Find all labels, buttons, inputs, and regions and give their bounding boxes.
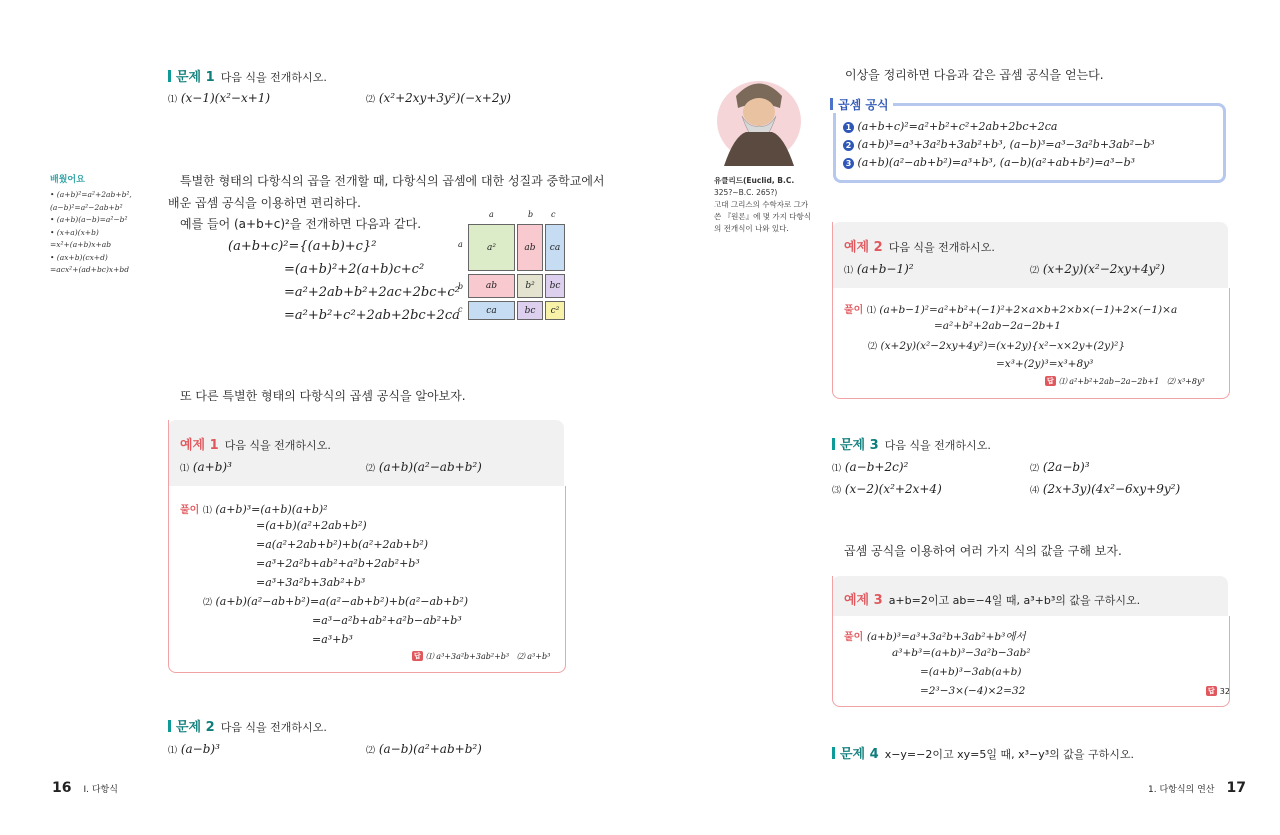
grid-cell: ab — [468, 274, 515, 298]
learned-line: • (x+a)(x+b) — [50, 227, 99, 237]
problem-2-label: 문제 2 — [176, 720, 215, 735]
problem-4-header — [832, 743, 1134, 762]
euclid-years: 325?~B.C. 265?) — [714, 188, 778, 197]
problem-1-label: 문제 1 — [176, 70, 215, 85]
section-bar — [168, 720, 171, 732]
learned-line: • (a+b)²=a²+2ab+b², — [50, 190, 132, 199]
solution-line: =x³+(2y)³=x³+8y³ — [996, 358, 1094, 370]
problem-3-item-3: ⑶ (x−2)(x²+2x+4) — [832, 482, 942, 496]
example-2-instruction: 다음 식을 전개하시오. — [888, 241, 995, 254]
example-2-left-border — [832, 222, 833, 288]
page-number: 16 — [52, 780, 72, 796]
problem-3-item-1: ⑴ (a−b+2c)² — [832, 460, 909, 474]
expansion-step-1: (a+b+c)²={(a+b)+c}² — [228, 239, 377, 254]
solution-label: 풀이 — [180, 505, 200, 516]
expansion-step-4: =a²+b²+c²+2ab+2bc+2ca — [284, 308, 460, 323]
problem-2-item-2: ⑵ (a−b)(a²+ab+b²) — [366, 742, 482, 756]
problem-1-item-2: ⑵ (x²+2xy+3y²)(−x+2y) — [366, 91, 511, 105]
solution-label: 풀이 — [844, 632, 864, 643]
problem-1-header — [168, 66, 327, 85]
answer-mark: 답 — [1047, 377, 1054, 385]
grid-cell: b² — [517, 274, 543, 298]
learned-title: 배웠어요 — [50, 175, 85, 185]
solution-label: 풀이 — [844, 305, 864, 316]
answer-mark: 답 — [1208, 687, 1215, 695]
example-2-item-2: ⑵ (x+2y)(x²−2xy+4y²) — [1030, 262, 1165, 276]
grid-cell: c² — [545, 301, 565, 320]
grid-top-label: a — [489, 210, 494, 219]
expansion-step-3: =a²+2ab+b²+2ac+2bc+c² — [284, 285, 460, 300]
left-footer — [52, 780, 118, 796]
solution-line: =a³+b³ — [312, 633, 353, 646]
section-bar — [168, 70, 171, 82]
grid-cell: ab — [517, 224, 543, 271]
euclid-portrait — [714, 66, 804, 166]
example-1-item-2: ⑵ (a+b)(a²−ab+b²) — [366, 460, 482, 474]
chapter-label: Ⅰ. 다항식 — [83, 785, 118, 795]
problem-1-item-1: ⑴ (x−1)(x²−x+1) — [168, 91, 271, 105]
example-1-solution: 풀이 ⑴ (a+b)³=(a+b)(a+b)² — [180, 503, 328, 516]
problem-3-label: 문제 3 — [840, 438, 879, 453]
problem-3-item-2: ⑵ (2a−b)³ — [1030, 460, 1090, 474]
area-grid — [455, 210, 567, 322]
solution-line: =2³−3×(−4)×2=32 — [920, 685, 1026, 697]
grid-side-label: a — [458, 240, 463, 249]
intro-line-2: 배운 곱셈 공식을 이용하면 편리하다. — [168, 196, 361, 210]
example-3-answer: 답 32 — [1208, 687, 1230, 696]
formula-number: 1 — [843, 122, 854, 133]
section-bar — [832, 438, 835, 450]
example-2-answers: 답 ⑴ a²+b²+2ab−2a−2b+1 ⑵ x³+8y³ — [1047, 377, 1205, 386]
intro-line-1: 특별한 형태의 다항식의 곱을 전개할 때, 다항식의 곱셈에 대한 성질과 중학교에서 — [180, 174, 605, 188]
example-3-solution — [844, 628, 1026, 644]
problem-2-header — [168, 716, 327, 735]
solution-line: (a+b)(a²−ab+b²)=a(a²−ab+b²)+b(a²−ab+b²) — [215, 595, 469, 608]
solution-line: =(a+b)(a²+2ab+b²) — [256, 519, 367, 532]
grid-side-label: c — [458, 305, 463, 314]
example-1-answers: 답 ⑴ a³+3a²b+3ab²+b³ ⑵ a³+b³ — [414, 652, 551, 661]
problem-2-item-1: ⑴ (a−b)³ — [168, 742, 220, 756]
example-3-instruction: a+b=2이고 ab=−4일 때, a³+b³의 값을 구하시오. — [888, 594, 1141, 607]
formula-3: 3 (a+b)(a²−ab+b²)=a³+b³, (a−b)(a²+ab+b²)=a³−b³ — [843, 156, 1135, 169]
example-1-header — [180, 434, 331, 453]
formula-number: 2 — [843, 140, 854, 151]
intro-line-3: 예를 들어 (a+b+c)²을 전개하면 다음과 같다. — [180, 217, 422, 231]
formula-box-title — [828, 96, 893, 113]
answer-mark: 답 — [414, 652, 421, 660]
example-3-label: 예제 3 — [844, 593, 883, 608]
grid-top-label: c — [551, 210, 556, 219]
right-footer — [1148, 780, 1246, 796]
euclid-caption — [714, 175, 824, 235]
solution-line: a³+b³=(a+b)³−3a²b−3ab² — [892, 647, 1031, 659]
formula-number: 3 — [843, 158, 854, 169]
solution-line: (a+b)³=a³+3a²b+3ab²+b³에서 — [866, 631, 1026, 643]
solution-line: (x+2y)(x²−2xy+4y²)=(x+2y){x²−x×2y+(2y)²} — [880, 340, 1126, 352]
solution-line: =a³+3a²b+3ab²+b³ — [256, 576, 366, 589]
problem-1-instruction: 다음 식을 전개하시오. — [220, 71, 327, 84]
grid-top-label: b — [528, 210, 534, 219]
grid-cell: ca — [545, 224, 565, 271]
example-1-item-1: ⑴ (a+b)³ — [180, 460, 232, 474]
use-formula-text: 곱셈 공식을 이용하여 여러 가지 식의 값을 구해 보자. — [844, 544, 1122, 558]
formula-2: 2 (a+b)³=a³+3a²b+3ab²+b³, (a−b)³=a³−3a²b+3ab²−b³ — [843, 138, 1155, 151]
problem-4-label: 문제 4 — [840, 747, 879, 762]
example-1-label: 예제 1 — [180, 438, 219, 453]
euclid-name: 유클리드(Euclid, B.C. — [714, 176, 795, 185]
problem-4-instruction: x−y=−2이고 xy=5일 때, x³−y³의 값을 구하시오. — [884, 748, 1135, 761]
grid-cell: bc — [545, 274, 565, 298]
example-3-left-border — [832, 576, 833, 616]
learned-line: (a−b)²=a²−2ab+b² — [50, 202, 123, 212]
learned-line: • (a+b)(a−b)=a²−b² — [50, 215, 128, 224]
solution-line: =(a+b)³−3ab(a+b) — [920, 666, 1022, 678]
expansion-step-2: =(a+b)²+2(a+b)c+c² — [284, 262, 425, 277]
formula-1: 1 (a+b+c)²=a²+b²+c²+2ab+2bc+2ca — [843, 120, 1058, 133]
section-bar — [832, 747, 835, 759]
learned-line: =acx²+(ad+bc)x+bd — [50, 265, 130, 274]
grid-cell: a² — [468, 224, 515, 271]
example-2-item-1: ⑴ (a+b−1)² — [844, 262, 914, 276]
problem-3-item-4: ⑷ (2x+3y)(4x²−6xy+9y²) — [1030, 482, 1181, 496]
example-2-header — [844, 236, 995, 255]
chapter-label: 1. 다항식의 연산 — [1148, 785, 1215, 795]
example-1-left-border — [168, 420, 169, 486]
problem-3-instruction: 다음 식을 전개하시오. — [884, 439, 991, 452]
summary-text: 이상을 정리하면 다음과 같은 곱셈 공식을 얻는다. — [845, 68, 1104, 82]
problem-3-header — [832, 434, 991, 453]
example-2-header-bg — [832, 222, 1228, 288]
learned-line: =x²+(a+b)x+ab — [50, 240, 111, 249]
grid-cell: bc — [517, 301, 543, 320]
solution-line: =a³−a²b+ab²+a²b−ab²+b³ — [312, 614, 462, 627]
example-2-solution: 풀이 ⑴ (a+b−1)²=a²+b²+(−1)²+2×a×b+2×b×(−1)+2×(−1)×a — [844, 304, 1178, 316]
solution-line: =a³+2a²b+ab²+a²b+2ab²+b³ — [256, 557, 420, 570]
solution-line: (a+b−1)²=a²+b²+(−1)²+2×a×b+2×b×(−1)+2×(−1)×a — [879, 304, 1178, 316]
formula-title: 곱셈 공식 — [838, 98, 889, 112]
grid-cell: ca — [468, 301, 515, 320]
euclid-desc: 고대 그리스의 수학자로 그가 — [714, 200, 809, 209]
solution-line: (a+b)³=(a+b)(a+b)² — [215, 503, 328, 516]
euclid-desc: 의 전개식이 나와 있다. — [714, 224, 789, 233]
learned-sidebar — [50, 172, 150, 277]
page-number: 17 — [1226, 780, 1246, 796]
other-formula-text: 또 다른 특별한 형태의 다항식의 곱셈 공식을 알아보자. — [180, 389, 466, 403]
solution-line: =a²+b²+2ab−2a−2b+1 — [934, 320, 1061, 332]
example-2-label: 예제 2 — [844, 240, 883, 255]
example-1-instruction: 다음 식을 전개하시오. — [224, 439, 331, 452]
solution-line: =a(a²+2ab+b²)+b(a²+2ab+b²) — [256, 538, 429, 551]
example-3-header — [844, 589, 1140, 608]
euclid-desc: 쓴 『원론』에 몇 가지 다항식 — [714, 212, 811, 221]
grid-side-label: b — [458, 282, 464, 291]
example-1-header-bg — [168, 420, 564, 486]
problem-2-instruction: 다음 식을 전개하시오. — [220, 721, 327, 734]
learned-line: • (ax+b)(cx+d) — [50, 252, 108, 262]
